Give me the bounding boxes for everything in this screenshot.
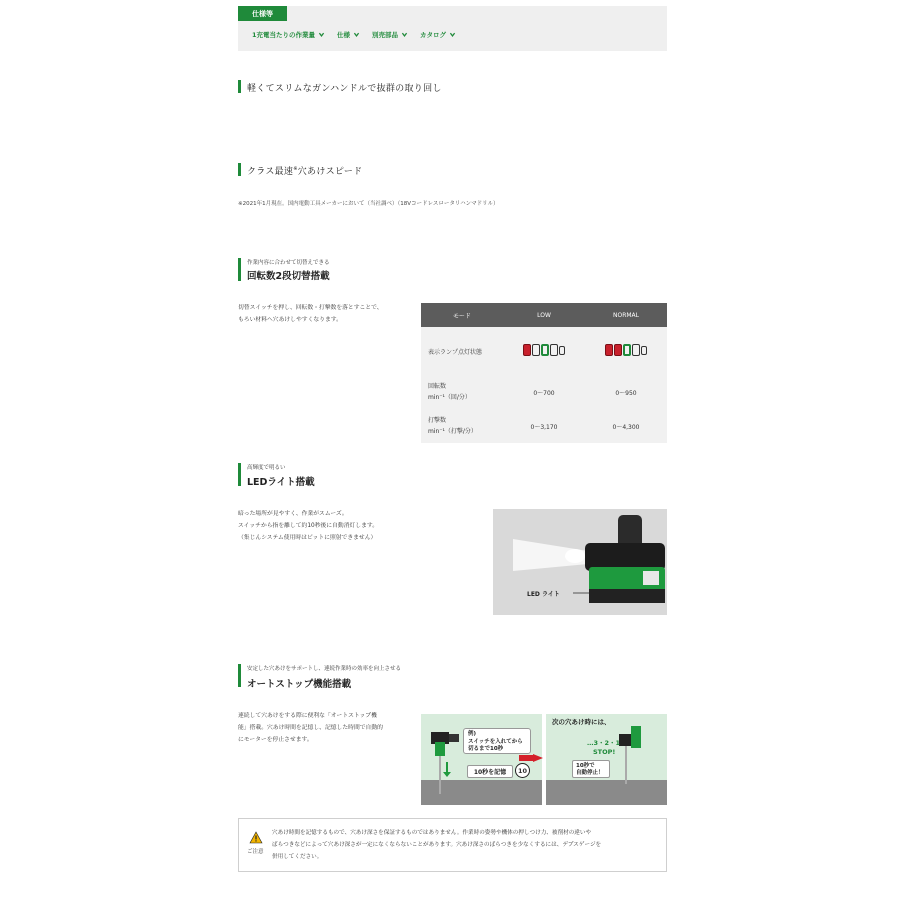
countdown-text: …3・2・1 — [587, 739, 621, 747]
section-5-subheading: 安定した穴あけをサポートし、連続作業時の効率を向上させる — [247, 666, 402, 672]
section-3-body — [238, 302, 383, 326]
caution-box — [238, 818, 667, 872]
nav-work-amount[interactable] — [252, 30, 325, 39]
caution-icon-group — [249, 829, 265, 848]
nav-spec[interactable] — [337, 30, 360, 39]
callout-box — [463, 728, 531, 754]
warning-icon — [249, 831, 263, 844]
lamp-green — [541, 344, 549, 356]
body-line: 連続して穴あけをする際に便利な「オートストップ機 — [238, 713, 377, 719]
lamp-lock — [559, 346, 565, 355]
cell-low: 0～700 — [533, 389, 555, 397]
nav-catalog-label: カタログ — [420, 31, 447, 39]
auto-stop-diagram — [421, 714, 667, 805]
table-row — [421, 375, 667, 409]
heading-bar — [238, 258, 241, 281]
chevron-down-icon — [401, 31, 408, 38]
auto-stop-line: 10秒で — [576, 763, 595, 769]
lamp-lit — [523, 344, 531, 356]
lamp-green — [623, 344, 631, 356]
section-4-heading: LEDライト搭載 — [247, 477, 315, 488]
header-mode: モード — [453, 312, 471, 320]
callout-line: スイッチを入れてから — [468, 738, 523, 745]
record-label: 10秒を記憶 — [467, 765, 513, 778]
lamp-indicator-icon — [605, 344, 647, 356]
timer-icon: 10 — [515, 763, 530, 778]
row-label — [421, 381, 503, 403]
chevron-down-icon — [449, 31, 456, 38]
lamp-off — [532, 344, 540, 356]
cell-normal: 0～950 — [615, 389, 637, 397]
body-line: にモーターを停止させます。 — [238, 737, 313, 743]
section-2-heading-tail: 穴あけスピード — [297, 167, 363, 177]
lamp-lock — [641, 346, 647, 355]
auto-stop-illustration — [421, 714, 667, 805]
lamp-off — [632, 344, 640, 356]
lamp-lit — [614, 344, 622, 356]
led-light-image — [493, 509, 667, 615]
auto-stop-line: 自動停止！ — [576, 770, 604, 776]
chevron-down-icon — [353, 31, 360, 38]
row-label-line: min⁻¹（回/分） — [428, 394, 471, 401]
section-2-heading — [247, 164, 362, 177]
nav-spec-label: 仕様 — [337, 31, 351, 39]
cell-low: 0～3,170 — [530, 423, 558, 431]
nav-parts-label: 別売部品 — [372, 31, 399, 39]
body-line: 暗った場所が見やすく、作業がスムーズ。 — [238, 511, 348, 517]
auto-stop-box — [572, 760, 610, 778]
section-2-note: ※2021年1月現在。国内電動工具メーカーにおいて（当社調べ）（18Vコードレスロータリハンマドリル） — [238, 201, 499, 207]
body-line: （集じんシステム使用時はビットに照射できません） — [238, 535, 377, 541]
section-5-body — [238, 710, 383, 746]
section-3-heading: 回転数2段切替搭載 — [247, 271, 330, 282]
row-label: 表示ランプ点灯状態 — [428, 348, 483, 356]
mode-table — [421, 303, 667, 443]
spec-nav-panel — [238, 6, 667, 51]
table-header — [421, 303, 667, 327]
lamp-normal — [585, 344, 667, 358]
heading-bar — [238, 80, 241, 93]
section-2-heading-mark: ※ — [293, 166, 298, 172]
caution-text — [272, 827, 601, 863]
spec-badge: 仕様等 — [238, 6, 287, 21]
lamp-indicator-icon — [523, 344, 565, 356]
nav-work-amount-label: 1充電当たりの作業量 — [252, 31, 316, 39]
section-1-heading: 軽くてスリムなガンハンドルで抜群の取り回し — [247, 84, 442, 94]
stop-text: STOP! — [593, 748, 616, 756]
section-4-subheading: 高輝度で明るい — [247, 465, 286, 471]
nav-parts[interactable] — [372, 30, 408, 39]
lamp-lit — [605, 344, 613, 356]
table-row — [421, 327, 667, 375]
section-5-heading: オートストップ機能搭載 — [247, 679, 352, 690]
row-label — [421, 415, 503, 437]
lamp-off — [550, 344, 558, 356]
header-normal: NORMAL — [612, 311, 639, 319]
heading-bar — [238, 163, 241, 176]
heading-bar — [238, 463, 241, 486]
led-light-label: LED ライト — [527, 591, 560, 598]
body-line: 切替スイッチを押し、回転数・打撃数を落とすことで、 — [238, 305, 383, 311]
row-label-line: 打撃数 — [428, 417, 447, 424]
chevron-down-icon — [318, 31, 325, 38]
callout-line: 例) — [468, 731, 477, 737]
spec-nav — [252, 30, 456, 39]
body-line: もろい材料へ穴あけしやすくなります。 — [238, 317, 342, 323]
row-label-line: 回転数 — [428, 383, 447, 390]
drill-led-illustration — [493, 509, 667, 615]
body-line: スイッチから指を離して約10秒後に自動消灯します。 — [238, 523, 379, 529]
nav-catalog[interactable] — [420, 30, 456, 39]
lamp-low — [503, 344, 585, 358]
caution-line: ばらつきなどによって穴あけ深さが一定になくならないことがあります。穴あけ深さのばらつきを少なくするには、デプスゲージを — [272, 842, 602, 848]
table-row — [421, 409, 667, 443]
section-4-body — [238, 508, 378, 544]
body-line: 能」搭載。穴あけ時間を記憶し、記憶した時間で自動的 — [238, 725, 383, 731]
header-low: LOW — [537, 311, 551, 319]
cell-normal: 0～4,300 — [612, 423, 640, 431]
right-title: 次の穴あけ時には、 — [552, 718, 611, 726]
row-label-line: min⁻¹（打撃/分） — [428, 428, 477, 435]
callout-line: 切るまで10秒 — [468, 746, 504, 752]
caution-label: ご注意 — [247, 849, 264, 855]
caution-line: 穴あけ時間を記憶するもので、穴あけ深さを保証するものではありません。作業時の姿勢や機体の押しつけ力、被削材の違いや — [272, 830, 592, 836]
caution-line: 併用してください。 — [272, 854, 323, 860]
section-3-subheading: 作業内容に合わせて切替えできる — [247, 260, 330, 266]
heading-bar — [238, 664, 241, 687]
section-2-heading-main: クラス最速 — [247, 167, 294, 177]
